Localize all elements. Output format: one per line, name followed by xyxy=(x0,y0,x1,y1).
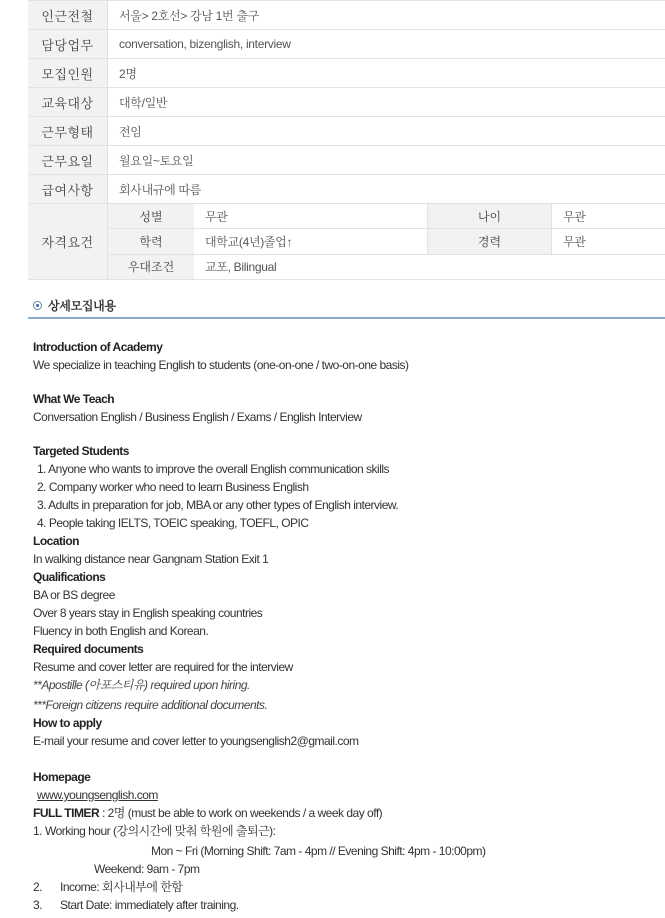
table-row xyxy=(28,146,665,175)
documents-note: ***Foreign citizens require additional documents. xyxy=(33,698,268,712)
location-heading: Location xyxy=(33,534,79,548)
documents-note: **Apostille (아포스티유) required upon hiring. xyxy=(33,678,250,692)
qualification-subrow xyxy=(108,254,665,279)
row-value: 회사내규에 따름 xyxy=(107,175,665,203)
gender-value: 무관 xyxy=(205,209,228,224)
homepage-heading: Homepage xyxy=(33,770,91,784)
row-label: 급여사항 xyxy=(28,175,107,203)
qualification-line: BA or BS degree xyxy=(33,588,115,602)
documents-heading: Required documents xyxy=(33,642,144,656)
detail-section-header xyxy=(28,293,665,319)
apply-heading: How to apply xyxy=(33,716,102,730)
income-line: Income: 회사내부에 한함 xyxy=(60,880,183,894)
age-value: 무관 xyxy=(551,204,665,228)
table-row xyxy=(28,117,665,146)
row-label: 교육대상 xyxy=(28,88,107,116)
start-date-line: Start Date: immediately after training. xyxy=(60,898,239,912)
income-number: 2. xyxy=(33,880,43,894)
recruitment-info-table xyxy=(28,0,665,280)
preference-value: 교포, Bilingual xyxy=(205,260,277,275)
work-hour-number: 1. xyxy=(33,824,43,838)
education-value: 대학교(4년)졸업↑ xyxy=(205,234,293,249)
intro-heading: Introduction of Academy xyxy=(33,340,163,354)
career-value: 무관 xyxy=(551,229,665,253)
weekend-hours: Weekend: 9am - 7pm xyxy=(94,862,200,876)
table-row xyxy=(28,88,665,117)
qualification-subrow xyxy=(108,228,665,253)
targets-heading: Targeted Students xyxy=(33,444,129,458)
list-item: 4. People taking IELTS, TOEIC speaking, TOEFL, OPIC xyxy=(37,516,309,530)
qualifications-heading: Qualifications xyxy=(33,570,106,584)
list-item: 2. Company worker who need to learn Business English xyxy=(37,480,309,494)
row-value: 월요일~토요일 xyxy=(107,146,665,174)
qualifications-label: 자격요건 xyxy=(28,204,107,279)
preference-label: 우대조건 xyxy=(108,255,194,279)
qualification-line: Fluency in both English and Korean. xyxy=(33,624,209,638)
row-value: 대학/일반 xyxy=(107,88,665,116)
career-label: 경력 xyxy=(427,229,551,253)
work-hour-line: Working hour (강의시간에 맞춰 학원에 출퇴근): xyxy=(45,824,276,838)
qualifications-row xyxy=(28,204,665,280)
list-item: 3. Adults in preparation for job, MBA or any other types of English interview. xyxy=(37,498,399,512)
table-row xyxy=(28,30,665,59)
fulltimer-text: : 2명 (must be able to work on weekends / a week day off) xyxy=(101,806,383,820)
teach-heading: What We Teach xyxy=(33,392,115,406)
row-label: 모집인원 xyxy=(28,59,107,87)
fulltimer-line xyxy=(33,806,382,820)
intro-text: We specialize in teaching English to students (one-on-one / two-on-one basis) xyxy=(33,358,409,372)
qualification-line: Over 8 years stay in English speaking countries xyxy=(33,606,263,620)
row-value: 전임 xyxy=(107,117,665,145)
row-label: 근무요일 xyxy=(28,146,107,174)
row-label: 근무형태 xyxy=(28,117,107,145)
circle-bullet-icon xyxy=(33,301,42,310)
apply-text: E-mail your resume and cover letter to youngsenglish2@gmail.com xyxy=(33,734,359,748)
section-title: 상세모집내용 xyxy=(48,298,116,313)
table-row xyxy=(28,1,665,30)
qualification-subrow xyxy=(108,204,665,228)
homepage-link[interactable]: www.youngsenglish.com xyxy=(37,788,158,802)
gender-label: 성별 xyxy=(108,204,194,228)
list-item: 1. Anyone who wants to improve the overall English communication skills xyxy=(37,462,390,476)
row-value: conversation, bizenglish, interview xyxy=(107,30,665,58)
table-row xyxy=(28,59,665,88)
location-text: In walking distance near Gangnam Station Exit 1 xyxy=(33,552,269,566)
fulltimer-label: FULL TIMER xyxy=(33,806,100,820)
start-number: 3. xyxy=(33,898,43,912)
row-value: 서울> 2호선> 강남 1번 출구 xyxy=(107,1,665,29)
education-label: 학력 xyxy=(108,229,194,253)
qualifications-grid xyxy=(107,204,665,279)
table-row xyxy=(28,175,665,204)
row-label: 담당업무 xyxy=(28,30,107,58)
teach-text: Conversation English / Business English / Exams / English Interview xyxy=(33,410,362,424)
weekday-hours: Mon ~ Fri (Morning Shift: 7am - 4pm // Evening Shift: 4pm - 10:00pm) xyxy=(151,844,486,858)
row-value: 2명 xyxy=(107,59,665,87)
row-label: 인근전철 xyxy=(28,1,107,29)
age-label: 나이 xyxy=(427,204,551,228)
documents-text: Resume and cover letter are required for the interview xyxy=(33,660,293,674)
